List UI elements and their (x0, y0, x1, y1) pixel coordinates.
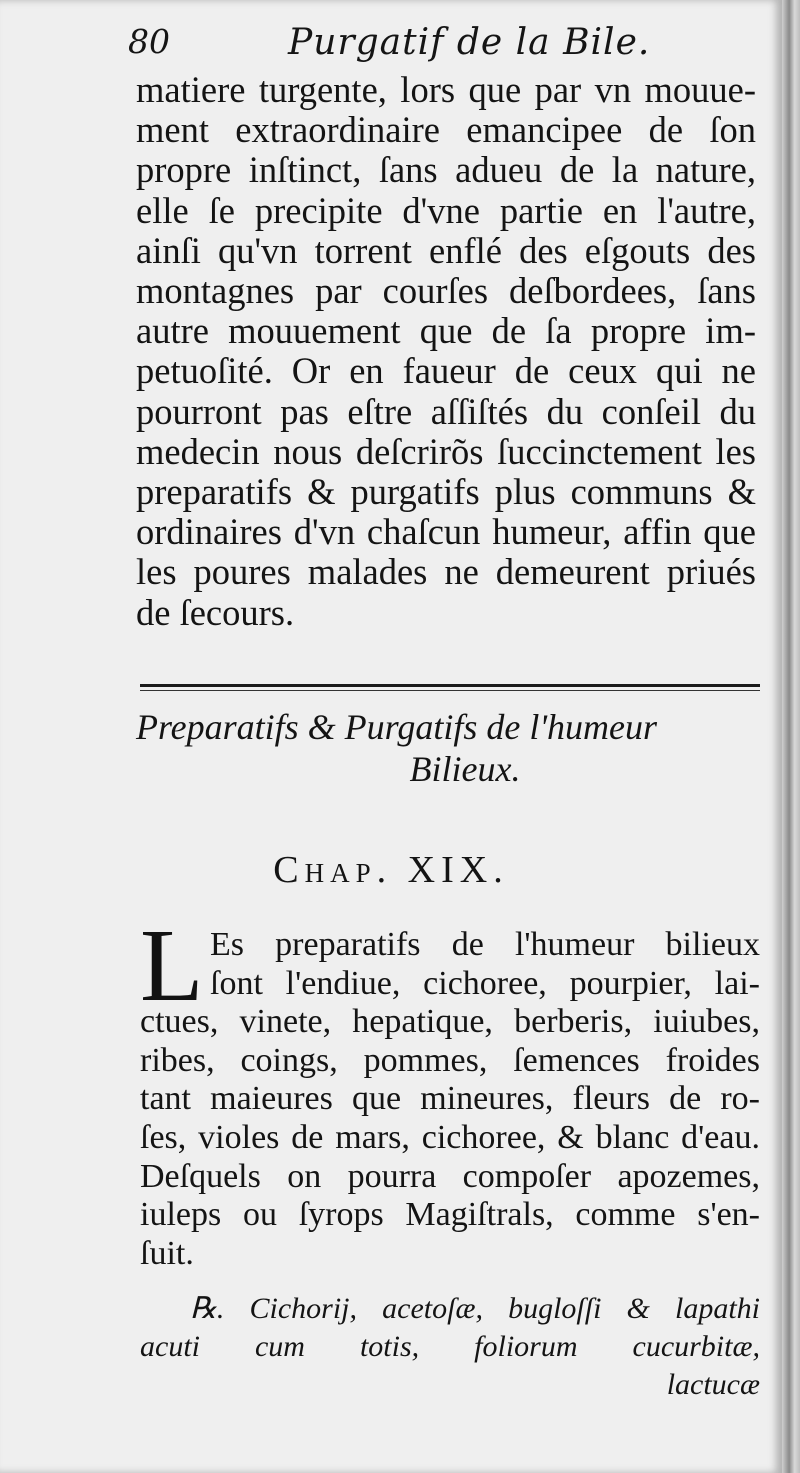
section-title (136, 706, 764, 790)
text-line: ordinaires d'vn chaſcun humeur, affin que (136, 511, 756, 553)
section-title-line-2: Bilieux. (409, 749, 521, 789)
text-line: Es preparatifs de l'humeur bilieux (210, 926, 760, 963)
text-line: propre inſtinct, ſans adueu de la nature, (136, 149, 756, 191)
recipe-line: acuti cum totis, foliorum cucurbitæ, (140, 1330, 760, 1363)
text-line: montagnes par courſes deſbordees, ſans (136, 270, 756, 312)
page-edge (782, 0, 800, 1473)
recipe (140, 1290, 760, 1404)
text-line: medecin nous deſcrirõs ſuccinctement les (136, 430, 756, 472)
running-title: Purgatif de la Bile. (288, 22, 651, 63)
chapter-body (140, 926, 760, 1273)
chapter-heading: Chap. XIX. (273, 849, 509, 891)
page-header (128, 22, 768, 72)
section-divider-thin (140, 690, 760, 691)
page-number: 80 (128, 22, 170, 61)
text-line: iuleps ou ſyrops Magiſtrals, comme s'en- (140, 1196, 760, 1234)
section-divider (140, 684, 760, 687)
text-line: les poures malades ne demeurent priués (136, 551, 756, 593)
paragraph-1 (136, 70, 756, 633)
text-line: petuoſité. Or en faueur de ceux qui ne (136, 350, 756, 392)
text-line: elle ſe precipite d'vne partie en l'autre, (136, 189, 756, 231)
text-line: ctues, vinete, hepatique, berberis, iuiubes, (140, 1003, 760, 1041)
text-line: preparatifs & purgatifs plus communs & (136, 471, 756, 513)
text-line: ainſi qu'vn torrent enflé des eſgouts des (136, 229, 756, 271)
drop-cap: L (140, 908, 204, 1023)
text-line: pourront pas eſtre aſſiſtés du conſeil du (136, 390, 756, 432)
text-line: tant maieures que mineures, fleurs de ro- (140, 1080, 760, 1118)
section-title-line-1: Preparatifs & Purgatifs de l'humeur (136, 707, 658, 747)
recipe-line: ℞. Cichorij, acetoſæ, bugloſſi & lapathi (190, 1292, 760, 1325)
text-line: de ſecours. (136, 591, 295, 633)
text-line: autre mouuement que de ſa propre im- (136, 310, 756, 352)
text-line: ſuit. (140, 1234, 194, 1272)
text-line: ſont l'endiue, cichoree, pourpier, lai- (210, 964, 760, 1002)
text-line: ribes, coings, pommes, ſemences froides (140, 1041, 760, 1079)
text-line: ſes, violes de mars, cichoree, & blanc d'eau. (140, 1118, 760, 1156)
text-line: matiere turgente, lors que par vn mouue- (136, 69, 756, 110)
text-line: Deſquels on pourra compoſer apozemes, (140, 1157, 760, 1195)
text-line: ment extraordinaire emancipee de ſon (136, 109, 756, 151)
recipe-line: lactucæ (666, 1368, 760, 1401)
